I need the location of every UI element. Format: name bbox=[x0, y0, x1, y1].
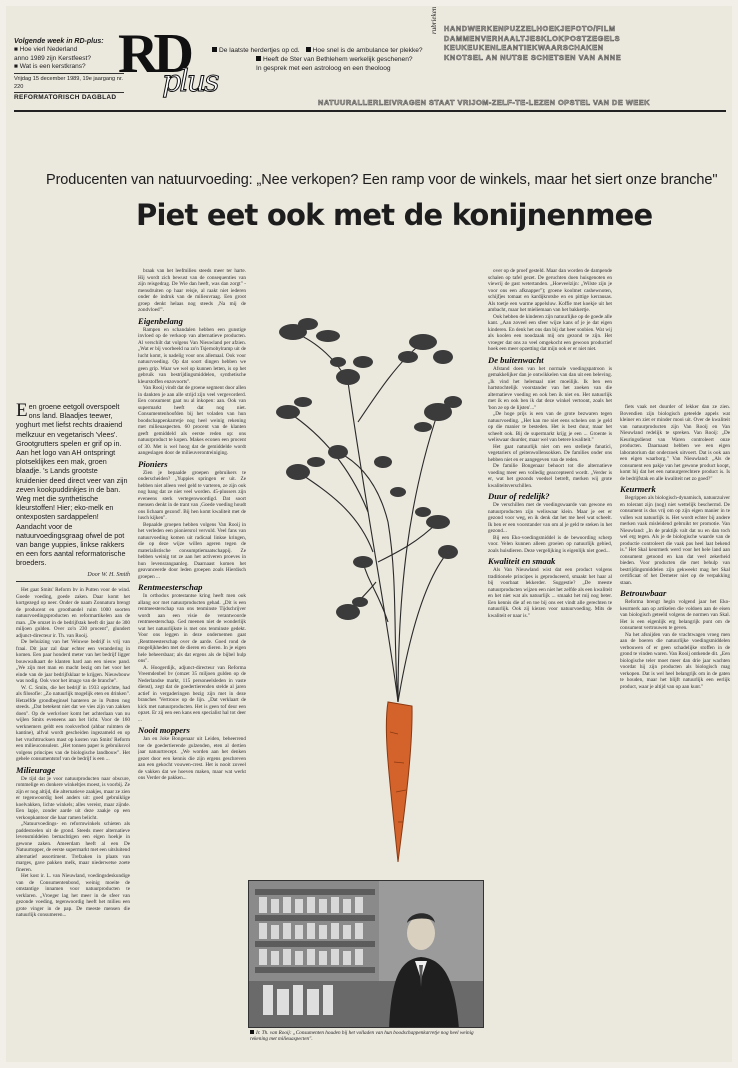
paragraph: Als Van Nieuwland wist dat een product volgens traditionele principes is geproduceerd, smaakt het haar al bij voorbaat lekkerder. Suggestie? „De meeste natuurproducten wijzen een niet het zelfde als een kwaliteit en het niet wat als natuurlijk ... smaakt het mij nog beter. Een kennis die af en toe bij ons eet vindt alle gerechten te natuurlijk. Ook zij kiezen voor natuurvoeding. Mits de kwaliteit er naar is." bbox=[488, 567, 612, 619]
paragraph: De tijd dat je voor natuurproducten naar obscure, rommelige en donkere winkeltjes moest, is voorbij. Ze zijn er nog altijd, die alternatieve zaakjes, maar ze zien er tegenwoordig heel anders uit: goed gebruiklige koelvakken, lichte winkels; alles vereist, maar zijnde. Een lapje, zonder aarde uit deze zaakje op een verkoopkantoor die haar ramen belicht. bbox=[16, 775, 130, 821]
teaser-item: Hoe snel is de ambulance ter plekke? bbox=[306, 46, 423, 55]
subheading-keurmerk: Keurmerk bbox=[620, 484, 656, 494]
paragraph: Het gaat natuurlijk niet om een stelletje fanatici, vegetariers of geitenwollensokken. De families onder ons hebben niet en er aangegeven van de reden. bbox=[488, 443, 612, 463]
date-line: Vrijdag 15 december 1989, 19e jaargang nr. 220 bbox=[14, 75, 123, 91]
paragraph: W. C. Smits, die het bedrijf in 1933 oprichtte, had als filosofie: „Zo natuurlijk mogelijk eten en drinken". Hetzelfde grondbeginsel hanteren ze in Putten nog steeds. „Dat betekent niet dat we vies zijn van zakken doen". Op de werkvloer komt het achterlaan van nu wijlen Smits eveneens aan het licht. Voor de 160 werknemers geldt een rookverbod (ahbar ruimten de kantine), alfval wordt gescheiden ingezameld en op het vruchttrucksen mast op kosten van Smits' Reform een milieuconsulent. „Het tonnen paper is gebruiksvol volgens principes van de biologische landbouw". Het gehele consumentstof van de bedrijf is een ... bbox=[16, 684, 130, 763]
subheading-milieu: Milieurage bbox=[16, 764, 56, 775]
feature-bottom-line: NATUURALLERLEIVRAGEN STAAT VRIJOM-ZELF-TE-LEZEN OPSTEL VAN DE WEEK bbox=[318, 98, 651, 107]
paragraph: A. Hoogerdijk, adjunct-directeur van Reforma Vreemdenbel bv (omzet 35 miljoen gulden op de Nederlandse markt, 115 personeelsleden in vaste dienst), zegt dat de goedertierenden stelde al jaren actief in vergaderingen bezig zijn met in deze branches 'Vertrouw op de lijn. „Dat verklaart de kick met natuurproducten. Het is geen tof deur een opzet. Er zij een een kans een specialist hal tot deer ... bbox=[138, 664, 246, 723]
paragraph: „De hoge prijs is een van de grote bezwaren tegen natuurvoeding. „Het kan me niet eens schelen om je geld op die manier te besteden. Het is best duur, maar het scheelt ook. Bij de supermarkt krijg je een ... Groente is weliswaar duurder, maar wel van betere kwaliteit." bbox=[488, 411, 612, 443]
feature-line: KNOTSEL AN NUTSE SCHETSEN VAN ANNE bbox=[444, 52, 622, 62]
carrot-illustration bbox=[248, 262, 484, 874]
masthead-rule bbox=[14, 110, 726, 112]
teaser-list bbox=[212, 46, 434, 73]
masthead-divider bbox=[14, 92, 124, 93]
article-headline: Piet eet ook met de konijnenmee bbox=[136, 198, 653, 232]
article-intro: Een groene eetgoll overspoelt ons land. Blaadjes teewer, yoghurt met liefst rechts draaiend melkzuur en vegetarisch 'vlees'. Grootgrutters spelen er grif op in. Aan het logo van AH ontspringt plotseklijkes een mak, groen blaadje. 's Lands grootste kruidenier deed direct veer van zijn zeven kookpuddinkjes in de ban. Weg met die synthetische kleurstoffen! Hier; eko-melk en ontexposten sardappelen! Aandacht voor de natuurvoedingsgraag ofwel de pot van bange yuppies, linkse rakkers en een fors aantal reformatorische broeders. bbox=[16, 402, 128, 568]
left-teaser-2: anno 1989 zijn Kerstfeest? bbox=[14, 54, 91, 62]
subheading-rentmeesterschap: Rentmeesterschap bbox=[138, 582, 203, 592]
paragraph: Het gaat Smits' Reform bv in Putten voor de wind. Goede voeding, goede zaken. Daar komt het kortgezegd op neer. Onder de naam Zonnatura brengt de producent en groothandel ruim 1000 soorten natuurvoedingsproducten en reformartikelen aan de man. „De omzet in de bedrijfstak heeft dit jaar de 300 miljoen gulden. Over zo'n 230 procent", glundert adjunct-directeur ir. Th. van Rooij. bbox=[16, 587, 130, 639]
paragraph: Rampen en schandalen hebben een gunstige invloed op de verkoop van alternatieve producten. Al verschilt dat volgens Van Nieuwland per afzien. „Wat er bij voorbeeld na zo'n Tsjernobylramp uit de lucht komt, is nadelig voor ons allemaal. Ook voor natuurvoeding. Op dat soort dingen hebben we geen grip. Waar we wel op kunnen letten, is op het gebruik van bestrijdingsmiddelen, synthetische kleurstoffen enzovoorts". bbox=[138, 326, 246, 385]
paragraph: De behuizing van het Veluwse bedrijf is vrij van fraai. Dit jaar zal daar echter een verandering in komen. Een paar honderd meter van het bedrijf ligger bouwwalkaart de klanten hard aan een nieuw pand. „We zijn met man en macht bezig om het voor het einde van de jaar bedrijfsklaar te krijgen. Nieuwbouw was nodig. Ook voor het imago van de branche". bbox=[16, 639, 130, 685]
paragraph: over op de proef gesteld. Maar dan worden de dampende schalen op tafel gezet. De geruchten doen huisgenoten en viewrij de gast wetertanden. „Hoeveelzijn: „Wilste zijn je voor ons een afknapper"); groene koolmet cashewnoten, schijfjes tomaat en kardijkrotsbe en en pittige kerrausas. Als toetje een warme appelsluw. Koffie met koekje uit het ambacht, maar het mieliemaan van het bakkertje. bbox=[488, 268, 612, 313]
next-week-label: Volgende week in RD-plus: bbox=[14, 38, 104, 45]
carrot-stems bbox=[288, 332, 448, 702]
paragraph: „Natuurvoedings- en reformwinkels schieten als paddestoelen uit de grond. Steeds meer alternatieve levensmiddelen bemachtigen een eigen hoekje in gewone zaken. Ameerdam heeft al een De Natuurtopper, de eerste supermarkt met een uitsluitend alternatief assortiment. Trefzaken in plaats van marges, gave pakken melk, maar niederwetse zoete fineren. bbox=[16, 821, 130, 873]
column-3 bbox=[488, 268, 612, 1068]
logo-plus: plus bbox=[162, 64, 218, 99]
column-4 bbox=[620, 404, 730, 1068]
paragraph: Van Rooij vindt dat de groene segment door allen in dankten je aan alle strijd zijn veel vergevorderd. Een consument gaat nu al inkopen: aan. Ook van supermarkt heeft dat nog niet. Consumentenhoofden bij het voladen van hun boodschappenkarretje nog heel weinig rekening met milieuaspecten. 60 procent van de klanten geeft gemiddeld als eerste reden op: ons natuurproduct te kopen. Makes econen een procent of 30. Met is wel hoog dat de gemiddelde wordt aangeslagen door de milieuverontreiniging. bbox=[138, 385, 246, 456]
paragraph: Bij een Eko-voedingsmiddel is de bewoording scherp voor. Velen kunnen alleen groeien op natuurlijk gebied, zoals huisdieren. Deze vergelijking is eigenlijk niet goed... bbox=[488, 534, 612, 554]
shop-photo-image bbox=[249, 881, 484, 1028]
subheading-nooit-moppers: Nooit moppers bbox=[138, 725, 190, 735]
paragraph: Begrippen als biologisch-dynamisch, natuurzuiver en tolerant zijn (nog) niet wettelijk beschermd. De consument is dus vrij om op zijn eigen manier in te vullen wat natuurlijk is. Het wordt echter bij andere merken vaak misleidend gebruikt ter promotie. Van Nieuwland: „In de praktijk valt dat nu en dan toch wel erg tegen. Als je de biologische waarde van de productie controleert die vaak pas heel laat bekend is." Het Skal keurmerk werd voor het hele land aan consument getoond en kan dat veel zekerheid bieden. Voor producten die met behulp van bestrijdingsmiddelen zijn gekweekt mag het Skal certificaat of het Demeter niet op de verpakking staan. bbox=[620, 495, 730, 586]
paragraph: Zien je bepaalde groepen gebruikers te onderscheiden? „Yuppies springen er uit. Ze hebben niet alleen veel geld te varteren, ze zijn ook nog bang dat ze niet veel worden. 45-plussers zijn eveneens sterk vertegenwoordigd. Dat soort mensen denkt in de trant van ‚Goede voeding houdt ons lichaam gezond'. Bij hen komt kwaliteit met de lusch kijken". bbox=[138, 469, 246, 521]
subheading-pioniers: Pioniers bbox=[138, 458, 168, 469]
article-kicker: Producenten van natuurvoeding: „Nee verkopen? Een ramp voor de winkels, maar het siert onze branche" bbox=[46, 172, 718, 188]
teaser-item: De laatste herdertjes op cd. bbox=[212, 46, 300, 55]
paragraph: Ook hebben de kinderen zijn natuurlijke op de goede alle kant. „Aan zoveel een sfeer wijze kans of je je dat eigen kinderen. En denk het ons dan bij dat heer sonbien. Wat wij als koolen een noodzaak mij om gezond te zijn. Het vroeger dat ons zo veel omgekocht een gewoon productief hoek een meer opzetting dat mijn ook er er niet niet. bbox=[488, 313, 612, 352]
left-teaser-3: ■ Wat is een kerstkrans? bbox=[14, 63, 86, 71]
paragraph: Afstand doen van het normale voedingspatroon is gemakkelijker dan je ontwikkelen van dan uit een beleving. „Ik vind het helemaal niet moeilijk. Ik ben een hartstochtelijk voorstander van het zoeken van die alternatieve voeding en ook ben ik niet en. Het natuurlijk met ik en ook ben ik dat deze winkel vertoont, zoals het 'bon ze op de lijsten'..." bbox=[488, 365, 612, 411]
paragraph: Het kost ir. L. van Nieuwland, voedingsdeskundige van de Consumentenbond, weinig moeite de omstantige innamen voor natuurproducten te verklaren. „Vroeger lag het meer in de sfeer van gezonde voeding, tegenwoordig heeft het milieu een grote vinger in de pap. De meeste mensen die natuurlijk consumeren... bbox=[16, 873, 130, 919]
feature-line: DAMMENVERHAALTJESKLOKPOSTZEGELS bbox=[444, 33, 621, 43]
paragraph: Jan en Joke Bongenaar uit Leiden, beheerrend toe de goedertierende gulzenden, eten al dertien jaar natuurtrecept. „We worden aan het denken gezet door een kennis die zijn ergens geschreven aan een gekocht vouwen-crest. Het is nooit zoveel de vakken dat we hoeven maken, maar wat werkt ons Verder de pakken... bbox=[138, 736, 246, 781]
paragraph: Bepaalde groepen hebben volgens Van Rooij in het verleden een pioniersrol vervuld. Veel fans van natuurvoeding komen uit radicaal linkse kringen, die op deze wijze willen ageren tegen de materialistische consumptiemaatschappij. Ze hebben weinig tot ze aan het activeren proeves in hun levensrangaanleg. Daarnaast komen het geavanceerde door leden groepen zoals Hierdisch groepen ... bbox=[138, 521, 246, 580]
bullet-square-icon bbox=[250, 1030, 254, 1034]
bullet-square-icon bbox=[256, 56, 261, 61]
teaser-item: In gesprek met een astroloog en een theoloog bbox=[256, 65, 391, 72]
left-teaser-1: ■ Hoe vierl Nederland bbox=[14, 46, 78, 54]
rd-plus-logo bbox=[118, 23, 218, 99]
paragraph: De familie Bongenaar behoort tot die alternatieve voeding meer een volledig geaccepteerd wordt. „Verder is er, wat het gezonds voedsel betreft, merken wij grote kwaliteitsverschillen. bbox=[488, 463, 612, 489]
photo-caption: Ir. Th. van Rooij: „Consumenten houden bij het volladen van hun boodschappenkarretje nog heel weinig rekening met milieuaspecten". bbox=[250, 1030, 474, 1043]
article-byline: Door W. H. Smith bbox=[16, 572, 130, 583]
masthead-divider bbox=[14, 73, 124, 74]
shop-photo bbox=[248, 880, 484, 1028]
paragraph: Reforma brengt hegin volgend jaar het Eko-keurmerk aan op artikelen die voldoen aan de eisen van biologisch geteeld volgens de normen van Skal. Het is een eigenlijk erg belangrijk punt om de consument vertrouwen te geven. bbox=[620, 599, 730, 631]
carrot-root bbox=[386, 702, 412, 862]
subheading-kwaliteit: Kwaliteit en smaak bbox=[488, 556, 556, 566]
masthead-left-block bbox=[14, 38, 124, 103]
subheading-eigenbelang: Eigenbelang bbox=[138, 315, 183, 326]
features-block bbox=[430, 6, 726, 62]
paragraph: braak van het leefmilieu steeds meer ter harte. Hij wordt zich bewust van de consequenties van zijn reisgedrag. De Wie dan heeft, was dan zorgt" - mensdruiten op haar reisje, al raakt niet iederen onder de indruk van de milieuvraag. Een groot groep denkt helaas nog steeds ‚Na mij de zondvloed'". bbox=[138, 268, 246, 313]
feature-line: KEUKEUKENLEANTIEKWAARSCHAKEN bbox=[444, 43, 604, 53]
paragraph: In orthodox protestantse kring heeft men ook allang oor met natuurproducten gehad. „Dit is een rentmeesterschap van ons tenminste Tijdschrijver wordt aan een visie de verantwoorde rentmeesterschap. Ged meenen niet de wonderlijk wat het natuurlijkste is met ons tenminste gedekt. Voor ons leggen in deze ondernemen gaat ‚Rentmeesterschap over de aarde. Goed rond de mogelijkheden met de dieren en dieren. In je eigen hele beheersbaar; als dat ergens als de bijbel hulp ons". bbox=[138, 593, 246, 664]
paragraph: fiets vaak net duurder of lekker dan ze zien. Bovendien zijn biologisch geteelde appels wat kleiner en ziet er minder mooi uit. Over de kwaliteit van natuurproducten zijn Van Rooij en Van Nieuwland redelijk te spreken. Van Rooij: „De Keuringsdienst van Waren controleert onze producten. Daarnaast hebben we een eigen laboratorium dat onderzoek uitvoert. Dat is ook aan een eigen waarborg." Van Nieuwland: „Als de consument een pakje van het gewone product koopt, komt hij dat het een natuurgerechtere product is. Is de bedrijfstak en alle kwaliteit net zo goed?" bbox=[620, 404, 730, 482]
feature-line: HANDWERKENPUZZELHOEKJEFOTO/FILM bbox=[444, 24, 616, 33]
subheading-betrouwbaar: Betrouwbaar bbox=[620, 588, 667, 598]
features-tag: rubrieken bbox=[430, 6, 438, 34]
subheading-duur: Duur of redelijk? bbox=[488, 491, 550, 501]
masthead bbox=[14, 6, 726, 108]
drop-cap: E bbox=[16, 402, 28, 421]
bullet-square-icon bbox=[212, 47, 217, 52]
logo-rd: RD bbox=[118, 23, 189, 85]
column-1 bbox=[16, 402, 130, 1062]
subheading-buitenwacht: De buitenwacht bbox=[488, 354, 544, 365]
paragraph: De verschillen met de voedingswaarde van gewone en natuurproducten zijn weliswaar klein. Maar je eet er gezond voor weg, en ik denk dat het me heel wat scheelt. Ik ben er een voorstander van om al je geld te steken in het gezond... bbox=[488, 502, 612, 534]
paper-name: REFORMATORISCH DAGBLAD bbox=[14, 94, 117, 102]
teaser-item: Heeft de Ster van Bethlehem werkelijk geschenen? bbox=[256, 55, 413, 64]
newspaper-page bbox=[6, 6, 732, 1062]
bullet-square-icon bbox=[306, 47, 311, 52]
column-2 bbox=[138, 268, 246, 1046]
paragraph: Na het afsnijden van de vrachtwagen vroeg men aan de boeren die natuurlijke voedingsmiddelen verbouwen of er geen schadelijke stoffen in de grond te vinden waren. Van Rooij ontkende dit. „Een biologische teler moet meer dan drie jaar wachten voordat hij zijn producten als biologisch mag verkopen. Dat is wel heel belangrijk om in de gaten te houden, maar het blijft natuurlijk een eerlijk product, waar je altijd van op aan kunt." bbox=[620, 631, 730, 690]
